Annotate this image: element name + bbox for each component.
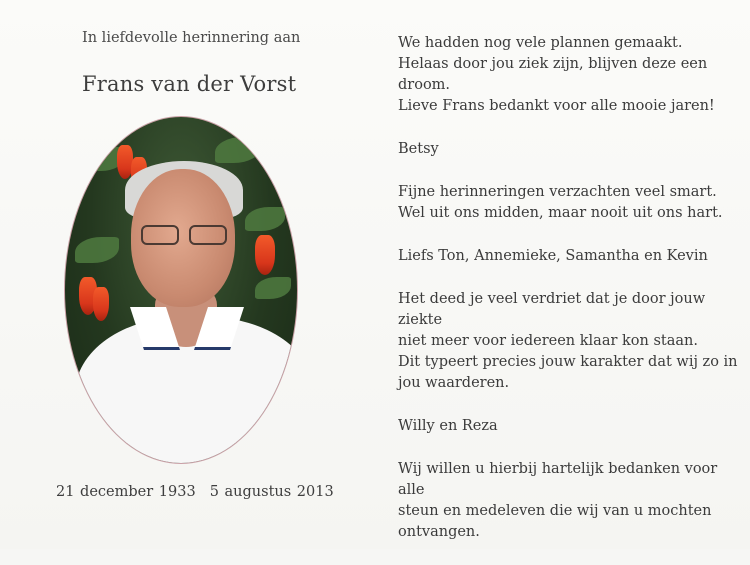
text-line: We hadden nog vele plannen gemaakt. (398, 35, 683, 51)
signature-3: Willy en Reza (398, 418, 498, 434)
leaf-shape (215, 137, 261, 163)
text-line: ontvangen. (398, 524, 480, 540)
leaf-shape (75, 237, 119, 263)
deceased-name: Frans van der Vorst (82, 72, 297, 96)
life-dates (56, 484, 334, 500)
death-date: 5 augustus 2013 (209, 484, 334, 500)
birth-date: 21 december 1933 (56, 484, 196, 500)
fuchsia-flower (93, 287, 109, 321)
text-line: droom. (398, 77, 451, 93)
text-line: niet meer voor iedereen klaar kon staan. (398, 333, 698, 349)
text-line: Wij willen u hierbij hartelijk bedanken voor alle (398, 461, 718, 498)
paragraph-4 (398, 459, 738, 543)
signature-1: Betsy (398, 141, 439, 157)
paragraph-2 (398, 182, 738, 224)
left-panel (0, 0, 370, 549)
paragraph-3 (398, 289, 738, 394)
right-panel (398, 33, 738, 565)
leaf-shape (245, 207, 285, 231)
text-line: jou waarderen. (398, 375, 510, 391)
paragraph-1 (398, 33, 738, 117)
text-line: Lieve Frans bedankt voor alle mooie jaren! (398, 98, 715, 114)
text-line: Het deed je veel verdriet dat je door jouw ziekte (398, 291, 706, 328)
fuchsia-flower (255, 235, 275, 275)
text-line: Dit typeert precies jouw karakter dat wij zo in (398, 354, 738, 370)
portrait-photo (64, 116, 298, 464)
text-line: steun en medeleven die wij van u mochten (398, 503, 712, 519)
text-line: Wel uit ons midden, maar nooit uit ons hart. (398, 205, 723, 221)
intro-text: In liefdevolle herinnering aan (82, 30, 301, 46)
leaf-shape (255, 277, 291, 299)
text-line: Helaas door jou ziek zijn, blijven deze een (398, 56, 708, 72)
signature-2: Liefs Ton, Annemieke, Samantha en Kevin (398, 248, 708, 264)
text-line: Fijne herinneringen verzachten veel smart. (398, 184, 717, 200)
glasses-icon (141, 225, 227, 247)
